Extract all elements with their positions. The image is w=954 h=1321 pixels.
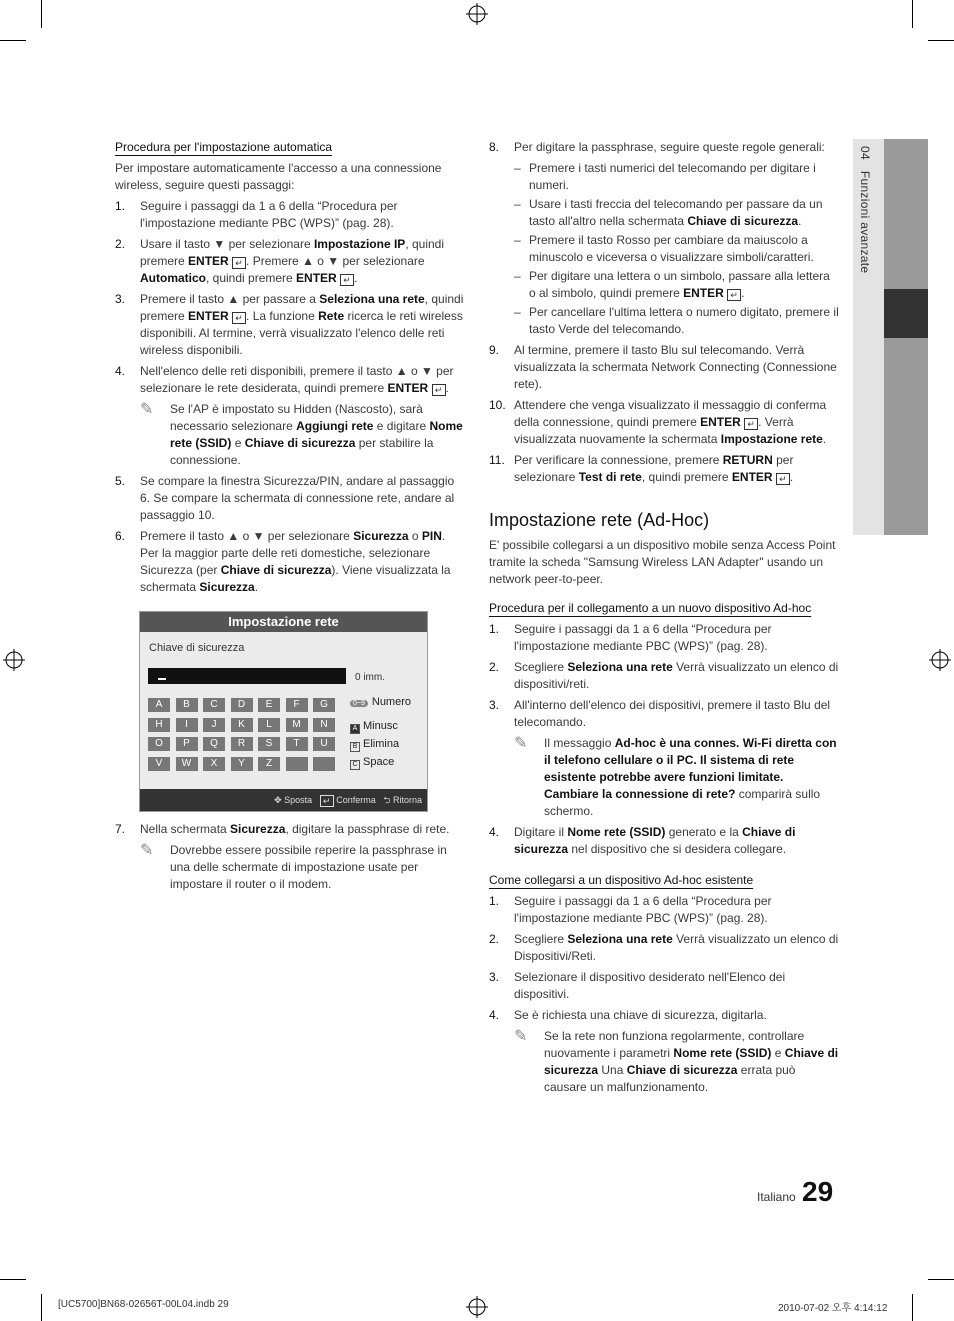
step-5: 5. Se compare la finestra Sicurezza/PIN, andare al passaggio 6. Se compare la schermata di connessione rete, andare al passaggio 10.: [115, 474, 455, 522]
keyboard-key[interactable]: Y: [231, 757, 253, 771]
option-delete[interactable]: B Elimina: [350, 738, 399, 752]
step-1: 1. Seguire i passaggi da 1 a 6 della “Procedura per l'impostazione mediante PBC (WPS)” (pag. 28).: [115, 199, 398, 230]
move-icon: ✥: [274, 795, 282, 805]
green-button-icon: B: [350, 742, 360, 752]
screen-footer: ✥ Sposta ↵ Conferma ⮌ Ritorna: [140, 789, 427, 811]
enter-icon: ↵: [232, 312, 246, 324]
keyboard-key[interactable]: E: [258, 698, 280, 712]
keyboard-key[interactable]: Q: [203, 737, 225, 751]
print-date: 2010-07-02 오후 4:14:12: [778, 1303, 888, 1314]
crop-mark: [912, 0, 913, 28]
crop-mark: [41, 0, 42, 28]
rule-3: – Premere il tasto Rosso per cambiare da maiuscolo a minuscolo e viceversa o visualizzare simboli/caratteri.: [514, 233, 814, 264]
keyboard-key[interactable]: G: [313, 698, 335, 712]
registration-mark-icon: [3, 649, 25, 671]
keyboard-key[interactable]: V: [148, 757, 170, 771]
crop-mark: [928, 40, 954, 41]
chapter-label: 04 Funzioni avanzate: [858, 146, 872, 274]
rule-4: – Per digitare una lettera o un simbolo, passare alla lettera o al simbolo, quindi premere ENTER ↵ .: [514, 269, 830, 300]
keyboard-key[interactable]: T: [286, 737, 308, 751]
rule-5: – Per cancellare l'ultima lettera o numero digitato, premere il tasto Verde del telecomando.: [514, 305, 839, 336]
keyboard-key[interactable]: X: [203, 757, 225, 771]
existing-step-3: 3. Selezionare il dispositivo desiderato nell'Elenco dei dispositivi.: [489, 970, 786, 1001]
left-column-bottom: [115, 821, 465, 897]
option-space[interactable]: C Space: [350, 756, 394, 770]
keyboard-key[interactable]: K: [231, 718, 253, 732]
subsection-heading: Procedura per il collegamento a un nuovo dispositivo Ad-hoc: [489, 601, 812, 615]
step-8: 8. Per digitare la passphrase, seguire queste regole generali: – Premere i tasti numerici del telecomando per digitare i numeri. – Usare i tasti freccia del telecomando per passare da un tasto all'altro nella schermata Chiave di sicurezza. – Premere il tasto Rosso per cambiare da maiuscolo a minuscolo e viceversa o visualizzare simboli/caratteri. – Per digitare una lettera o un simbolo, passare alla lettera o al simbolo, quindi premere ENTER ↵ . – Per cancellare l'ultima lettera o numero digitato, premere il tasto Verde del telecomando.: [489, 140, 839, 336]
keyboard-key[interactable]: U: [313, 737, 335, 751]
step-11: 11. Per verificare la connessione, premere RETURN per selezionare Test di rete, quindi premere ENTER ↵ .: [489, 453, 794, 484]
step-6: 6. Premere il tasto ▲ o ▼ per selezionare Sicurezza o PIN. Per la maggior parte delle reti domestiche, selezionare Sicurezza (per Chiave di sicurezza). Viene visualizzata la schermata Sicurezza.: [115, 529, 451, 594]
language-label: Italiano: [757, 1190, 796, 1204]
keyboard-key[interactable]: M: [286, 718, 308, 732]
security-key-label: Chiave di sicurezza: [149, 642, 245, 654]
step-2: 2. Usare il tasto ▼ per selezionare Impostazione IP, quindi premere ENTER ↵ . Premere ▲ o ▼ per selezionare Automatico, quindi premere ENTER ↵ .: [115, 237, 445, 285]
keyboard-key[interactable]: J: [203, 718, 225, 732]
intro-text: Per impostare automaticamente l'accesso a una connessione wireless, seguire questi passaggi:: [115, 161, 442, 192]
keyboard-key[interactable]: Z: [258, 757, 280, 771]
existing-step-4: 4. Se è richiesta una chiave di sicurezza, digitarla. ✎ Se la rete non funziona regolarmente, controllare nuovamente i parametri Nome rete (SSID) e Chiave di sicurezza Una Chiave di sicurezza errata può causare un malfunzionamento.: [489, 1008, 839, 1094]
yellow-button-icon: C: [350, 760, 360, 770]
screen-title: Impostazione rete: [140, 612, 427, 632]
step-10: 10. Attendere che venga visualizzato il messaggio di conferma della connessione, quindi premere ENTER ↵ . Verrà visualizzata nuovamente la schermata Impostazione rete.: [489, 398, 827, 446]
keyboard-key[interactable]: N: [313, 718, 335, 732]
pencil-icon: ✎: [514, 1028, 528, 1045]
adhoc-step-3: 3. All'interno dell'elenco dei dispositivi, premere il tasto Blu del telecomando. ✎ Il messaggio Ad-hoc è una connes. Wi-Fi diretta con il telefono cellulare o il PC. Il sistema di rete esistente potrebbe avere funzioni limitate. Cambiare la connessione di rete? comparirà sullo schermo.: [489, 697, 839, 820]
adhoc-step-4: 4. Digitare il Nome rete (SSID) generato e la Chiave di sicurezza nel dispositivo che si desidera collegare.: [489, 825, 796, 856]
crop-mark: [0, 40, 26, 41]
char-count: 0 imm.: [355, 672, 385, 683]
keyboard-key[interactable]: D: [231, 698, 253, 712]
registration-mark-icon: [466, 1296, 488, 1318]
keyboard-key[interactable]: S: [258, 737, 280, 751]
existing-step-2: 2. Scegliere Seleziona una rete Verrà visualizzato un elenco di Dispositivi/Reti.: [489, 932, 839, 963]
note: ✎ Dovrebbe essere possibile reperire la passphrase in una delle schermate di impostazione usate per impostare il router o il modem.: [140, 842, 447, 891]
adhoc-intro: E' possibile collegarsi a un dispositivo mobile senza Access Point tramite la scheda "Samsung Wireless LAN Adapter" usando un network peer-to-peer.: [489, 538, 836, 586]
red-button-icon: A: [350, 724, 360, 734]
option-number[interactable]: 0~9 Numero: [350, 696, 411, 708]
step-3: 3. Premere il tasto ▲ per passare a Seleziona una rete, quindi premere ENTER ↵ . La funzione Rete ricerca le reti wireless disponibili. Al termine, verrà visualizzato l'elenco delle reti wireless disponibili.: [115, 292, 464, 357]
keyboard-key[interactable]: W: [176, 757, 198, 771]
side-tab-marker: [884, 289, 928, 338]
page-number: 29: [802, 1176, 834, 1207]
keyboard-key[interactable]: F: [286, 698, 308, 712]
left-column: [115, 139, 465, 600]
crop-mark: [0, 1279, 26, 1280]
option-lowercase[interactable]: A Minusc: [350, 720, 398, 734]
keyboard-key[interactable]: [286, 757, 308, 771]
step-4: 4. Nell'elenco delle reti disponibili, premere il tasto ▲ o ▼ per selezionare le rete desiderata, quindi premere ENTER ↵ . ✎ Se l'AP è impostato su Hidden (Nascosto), sarà necessario selezionare Aggiungi rete e digitare Nome rete (SSID) e Chiave di sicurezza per stabilire la connessione.: [115, 363, 465, 469]
subsection-heading: Come collegarsi a un dispositivo Ad-hoc esistente: [489, 873, 754, 887]
enter-icon: ↵: [320, 795, 334, 807]
note: ✎ Se la rete non funziona regolarmente, controllare nuovamente i parametri Nome rete (SSID) e Chiave di sicurezza Una Chiave di sicurezza errata può causare un malfunzionamento.: [514, 1028, 839, 1094]
keyboard-key[interactable]: O: [148, 737, 170, 751]
enter-icon: ↵: [744, 418, 758, 430]
crop-mark: [41, 1294, 42, 1321]
enter-icon: ↵: [232, 257, 246, 269]
crop-mark: [912, 1294, 913, 1321]
network-setup-screen: [139, 611, 428, 812]
keyboard-key[interactable]: R: [231, 737, 253, 751]
adhoc-step-2: 2. Scegliere Seleziona una rete Verrà visualizzato un elenco di dispositivi/reti.: [489, 660, 839, 691]
keyboard-key[interactable]: H: [148, 718, 170, 732]
enter-icon: ↵: [776, 473, 790, 485]
adhoc-step-1: 1. Seguire i passaggi da 1 a 6 della “Procedura per l'impostazione mediante PBC (WPS)” (pag. 28).: [489, 622, 772, 653]
keyboard-key[interactable]: P: [176, 737, 198, 751]
keyboard-key[interactable]: B: [176, 698, 198, 712]
enter-icon: ↵: [340, 274, 354, 286]
section-heading: Procedura per l'impostazione automatica: [115, 140, 333, 154]
step-9: 9. Al termine, premere il tasto Blu sul telecomando. Verrà visualizzata la schermata Network Connecting (Connessione rete).: [489, 343, 837, 391]
note: ✎ Se l'AP è impostato su Hidden (Nascosto), sarà necessario selezionare Aggiungi rete e digitare Nome rete (SSID) e Chiave di sicurezza per stabilire la connessione.: [140, 401, 463, 467]
file-info: [UC5700]BN68-02656T-00L04.indb 29: [58, 1299, 229, 1310]
rule-1: – Premere i tasti numerici del telecomando per digitare i numeri.: [514, 161, 816, 192]
keyboard-key[interactable]: L: [258, 718, 280, 732]
return-icon: ⮌: [383, 795, 391, 805]
keyboard-key[interactable]: A: [148, 698, 170, 712]
pencil-icon: ✎: [140, 842, 154, 859]
keyboard-key[interactable]: C: [203, 698, 225, 712]
registration-mark-icon: [466, 3, 488, 25]
rule-2: – Usare i tasti freccia del telecomando per passare da un tasto all'altro nella schermata Chiave di sicurezza.: [514, 197, 823, 228]
keyboard-key[interactable]: [313, 757, 335, 771]
enter-icon: ↵: [727, 289, 741, 301]
keyboard-key[interactable]: I: [176, 718, 198, 732]
existing-step-1: 1. Seguire i passaggi da 1 a 6 della “Procedura per l'impostazione mediante PBC (WPS)” (pag. 28).: [489, 894, 772, 925]
registration-mark-icon: [929, 649, 951, 671]
security-key-input[interactable]: [148, 668, 346, 684]
pencil-icon: ✎: [140, 401, 154, 418]
section-title: Impostazione rete (Ad-Hoc): [489, 510, 710, 530]
note: ✎ Il messaggio Ad-hoc è una connes. Wi-Fi diretta con il telefono cellulare o il PC. Il sistema di rete esistente potrebbe avere funzioni limitate. Cambiare la connessione di rete? comparirà sullo schermo.: [514, 735, 837, 818]
right-column: [489, 139, 839, 1100]
step-7: 7. Nella schermata Sicurezza, digitare la passphrase di rete. ✎ Dovrebbe essere possibile reperire la passphrase in una delle schermate di impostazione usate per impostare il router o il modem.: [115, 821, 465, 893]
pencil-icon: ✎: [514, 735, 528, 752]
enter-icon: ↵: [432, 384, 446, 396]
crop-mark: [928, 1279, 954, 1280]
